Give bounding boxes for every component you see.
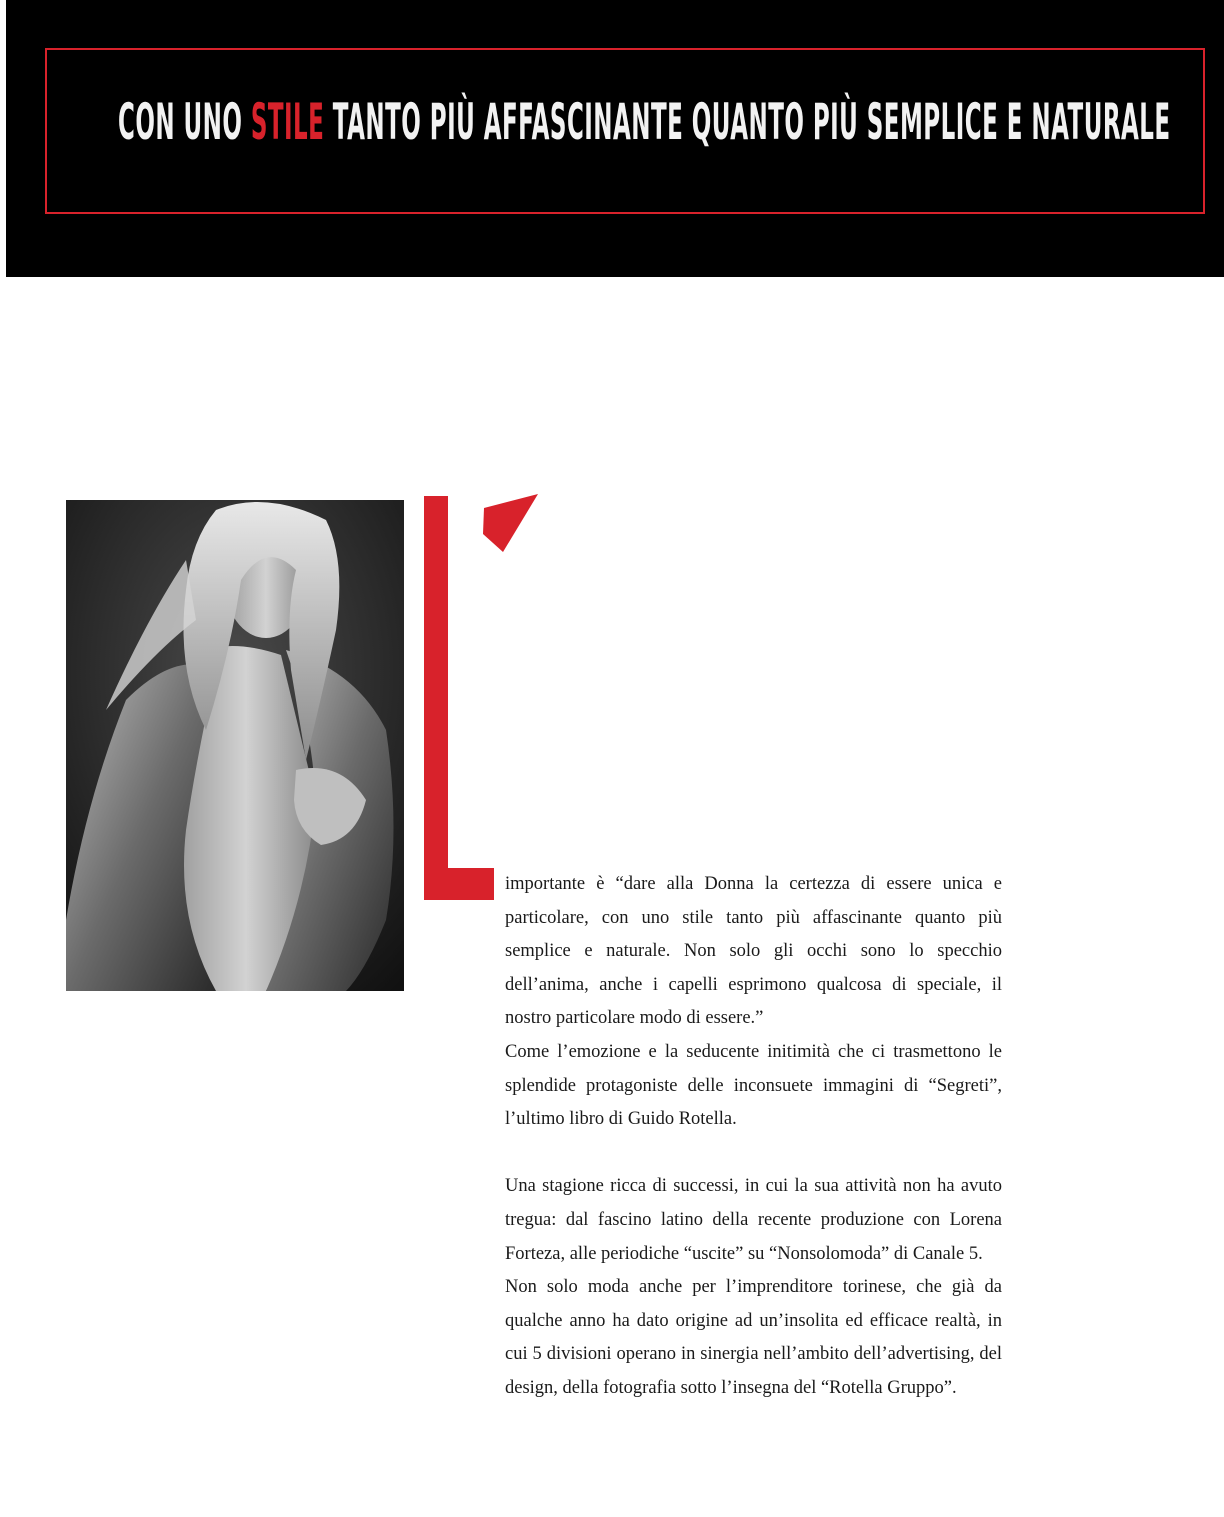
article-paragraph-1: importante è “dare alla Donna la certezza di essere unica e particolare, con uno stile tanto più affascinante quanto più semplice e naturale. Non solo gli occhi sono lo specchio dell’anima, anche i capelli esprimono qualcosa di speciale, il nostro particolare modo di essere.” [505,874,1002,1029]
article-body [505,868,1002,1406]
portrait-photo-image [66,500,404,991]
headline-accent: STILE [250,93,325,151]
headline-before: CON UNO [118,93,251,151]
article-paragraph-4: Non solo moda anche per l’imprenditore torinese, che già da qualche anno ha dato origine ad un’insolita ed efficace realtà, in cui 5 divisioni operano in sinergia nell’ambito dell’advertising, del design, della fotografia sotto l’insegna del “Rotella Gruppo”. [505,1277,1002,1398]
paragraph-gap [505,1137,1002,1171]
headline-after: TANTO PIÙ AFFASCINANTE QUANTO PIÙ SEMPLICE E NATURALE [324,93,1171,151]
drop-cap-letter [424,494,544,900]
portrait-photo [66,500,404,991]
article-paragraph-2: Come l’emozione e la seducente initimità che ci trasmettono le splendide protagoniste delle inconsuete immagini di “Segreti”, l’ultimo libro di Guido Rotella. [505,1041,1002,1130]
drop-cap-text: L’ [424,494,425,495]
article-paragraph-3: Una stagione ricca di successi, in cui la sua attività non ha avuto tregua: dal fascino latino della recente produzione con Lorena Forteza, alle periodiche “uscite” su “Nonsolomoda” di Canale 5. [505,1176,1002,1264]
headline [118,92,1171,152]
